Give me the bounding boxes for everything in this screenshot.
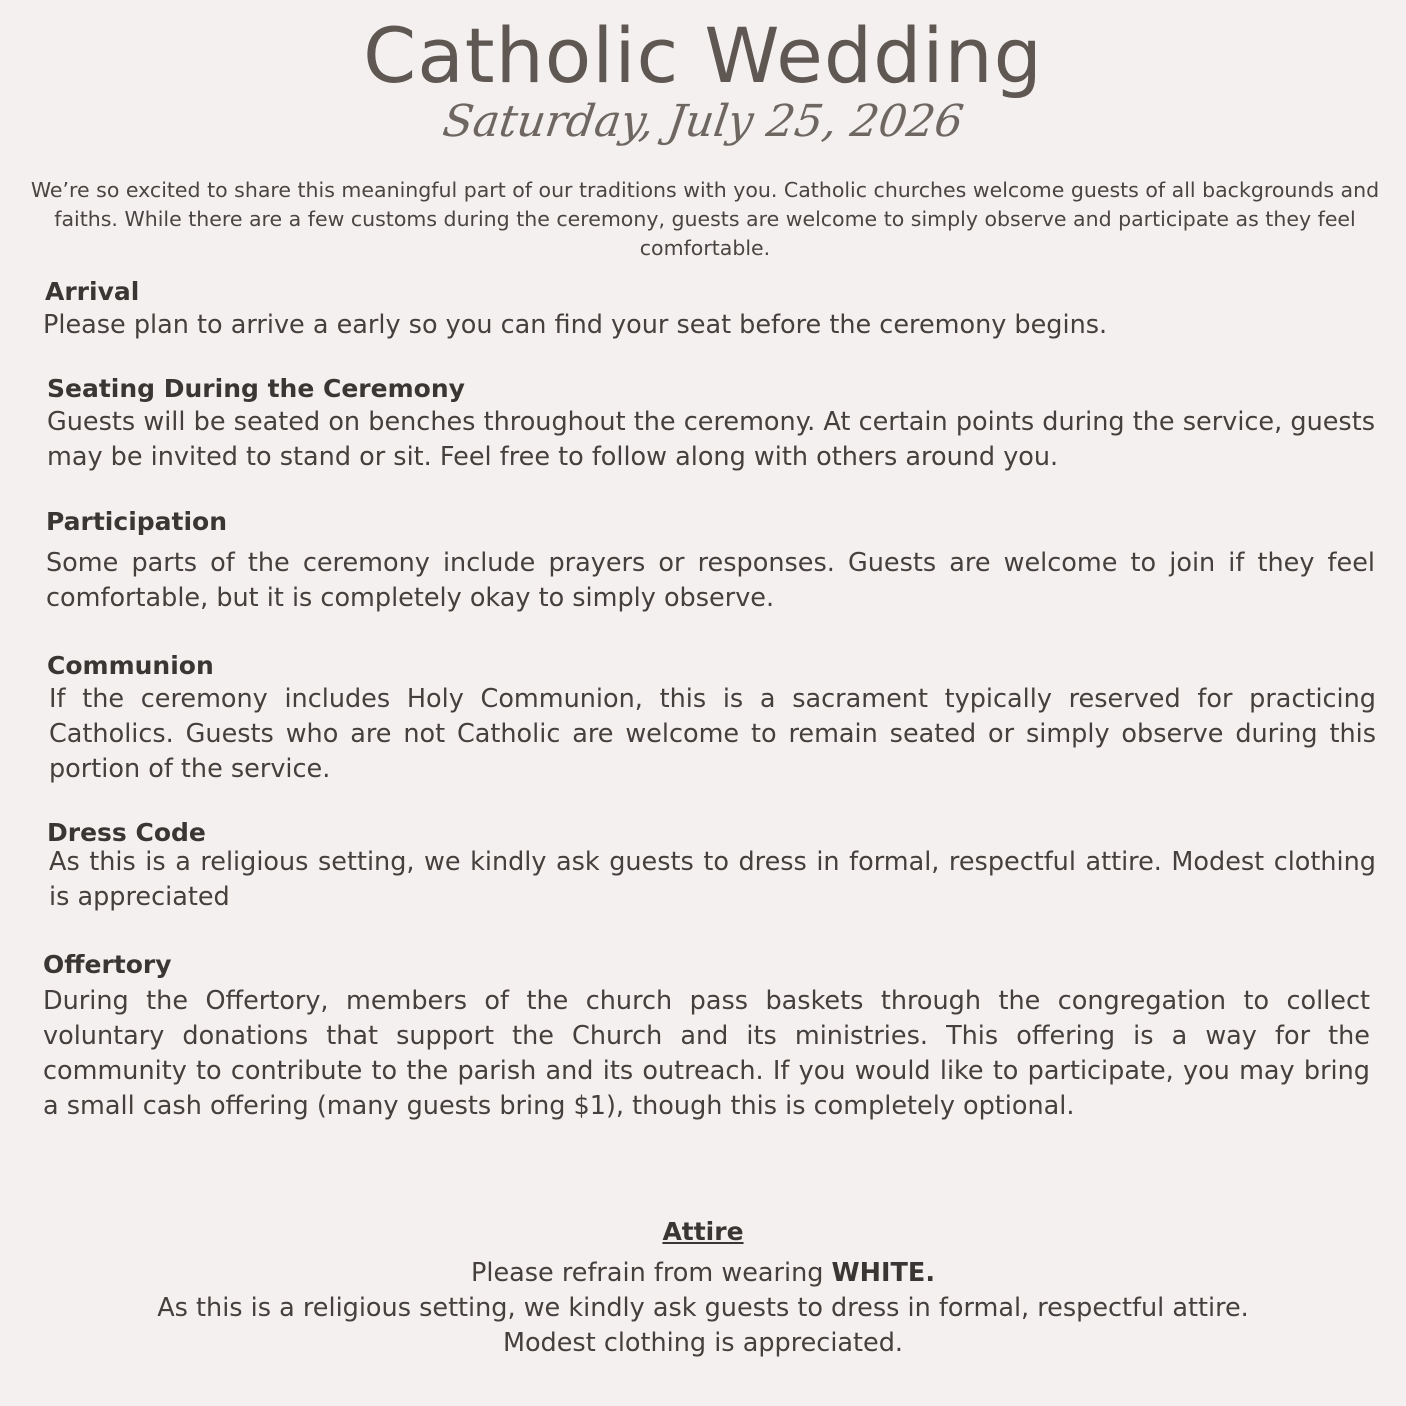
intro-paragraph: We’re so excited to share this meaningful part of our traditions with you. Catholic churches welcome guests of all backgrounds and faiths. While there are a few customs during the ceremony, guests are welcome to simply observe and participate as they feel comfortable. [30,178,1380,260]
section-heading: Seating During the Ceremony [47,374,465,403]
section-offertory [43,949,1370,1124]
attire-emphasis-white: WHITE. [831,1258,936,1288]
section-body: As this is a religious setting, we kindly ask guests to dress in formal, respectful attire. Modest clothing is appreciated [49,847,1376,912]
section-body: If the ceremony includes Holy Communion, this is a sacrament typically reserved for practicing Catholics. Guests who are not Catholic are welcome to remain seated or simply observe during this portion of the service. [49,684,1376,784]
section-heading: Dress Code [47,818,206,847]
attire-section [0,1214,1406,1361]
section-heading: Communion [47,651,214,680]
section-participation [46,506,1375,616]
section-arrival [45,276,1375,343]
attire-line-prefix: Please refrain from wearing [470,1258,832,1288]
attire-line-white [0,1256,1406,1291]
section-dress-code [47,817,1376,915]
section-heading: Offertory [43,950,172,979]
section-heading: Arrival [45,277,140,306]
attire-line-modest: Modest clothing is appreciated. [502,1328,904,1358]
attire-heading: Attire [662,1217,744,1246]
section-seating [47,373,1375,475]
wedding-date: Saturday, July 25, 2026 [439,96,967,147]
section-body: Guests will be seated on benches throughout the ceremony. At certain points during the service, guests may be invited to stand or sit. Feel free to follow along with others around you. [47,407,1375,472]
section-communion [47,650,1376,787]
page-title: Catholic Wedding [363,11,1043,100]
section-body: During the Offertory, members of the church pass baskets through the congregation to collect voluntary donations that support the Church and its ministries. This offering is a way for the community to contribute to the parish and its outreach. If you would like to participate, you may bring a small cash offering (many guests bring $1), though this is completely optional. [43,986,1370,1121]
section-body: Some parts of the ceremony include prayers or responses. Guests are welcome to join if they feel comfortable, but it is completely okay to simply observe. [46,548,1375,613]
attire-line-formal: As this is a religious setting, we kindly ask guests to dress in formal, respectful attire. [157,1293,1249,1323]
section-heading: Participation [46,507,228,536]
section-body: Please plan to arrive a early so you can find your seat before the ceremony begins. [43,310,1108,340]
